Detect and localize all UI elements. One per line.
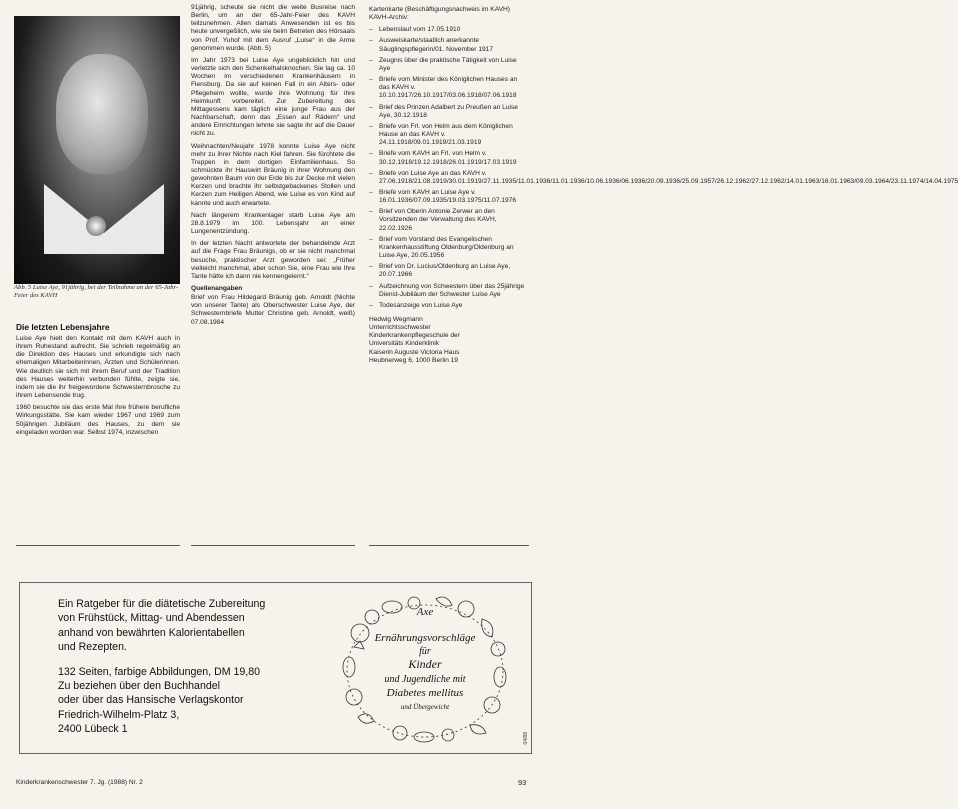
signature-line: Heubnerweg 6, 1000 Berlin 19 — [369, 356, 459, 364]
ad-line: anhand von bewährten Kalorientabellen — [58, 626, 245, 639]
archive-list — [369, 26, 958, 310]
book-cover-illustration — [340, 593, 510, 743]
ad-price: 132 Seiten, farbige Abbildungen, DM 19,80 — [58, 665, 261, 678]
paragraph: In der letzten Nacht antwortete der behandelnde Arzt auf die Frage Frau Bräunigs, ob er sie nicht manchmal besuche, praktischer Arzt geworden sei: „Früher vielleicht manchmal, aber schon Sie, eine Frau wie Ihre Tante hätte ich dann nie kennengelernt.“ — [191, 240, 355, 280]
author-signature — [369, 316, 529, 365]
column-divider — [191, 545, 355, 546]
paragraph: Im Jahr 1973 bei Luise Aye ungeblicklich hin und verletzte sich den Schenkelhalsknochen. Sie lag ca. 10 Wochen im verschiedenen Krankenhäusern in Flensburg. Da sie auf keinen Fall in ein Alters- oder Pflegeheim wollte, wurde ihre Wohnung für ihre Heimkunft vorbereitet. Zur Zubereitung des Mittagessens kam täglich eine junge Frau aus der Nachbarschaft, denn das „Essen auf Rädern“ und andere Einrichtungen lehnte sie sagte ihr auf die Dauer nicht zu. — [191, 56, 355, 138]
ad-text — [58, 597, 328, 737]
list-item: – Brief des Prinzen Adalbert zu Preußen an Luise Aye, 30.12.1918 — [369, 104, 529, 120]
section-heading: Die letzten Lebensjahre — [16, 322, 110, 332]
paragraph: Luise Aye hielt den Kontakt mit dem KAVH auch in ihrem Ruhestand aufrecht. Sie schrieb regelmäßig an die Direktion des Hauses und erkundigte sich nach ehemaligen Mitarbeiterinnen, Ärzten und Schülerinnen. Wie deutlich sie sich mit ihrem Beruf und der Tradition des Hauses weiterhin verbunden fühlte, zeigte sie, indem sie die ihr freigewordene Schwesternbrosche zu ihrem Lebensende trug. — [16, 335, 180, 400]
list-item: – Briefe vom KAVH an Frl. von Helm v. 30.12.1918/19.12.1918/26.01.1919/17.03.1919 — [369, 150, 529, 166]
cover-title-line: Diabetes mellitus — [386, 687, 464, 699]
list-item: – Briefe von Frl. von Helm aus dem Königlichen Hause an das KAVH v. 24.11.1918/09.01.1919/21.03.1919 — [369, 123, 529, 147]
column-3 — [369, 6, 958, 365]
paragraph: Nach längerem Krankenlager starb Luise Aye am 28.8.1979 im 100. Lebensjahr an einer Lungenentzündung. — [191, 211, 355, 236]
list-item: – Brief von Dr. Lucius/Oldenburg an Luise Aye, 20.07.1966 — [369, 263, 529, 279]
list-item: – Brief von Oberin Antonie Zerwer an den Vorsitzenden der Verwaltung des KAVH, 22.02.1926 — [369, 208, 529, 232]
ad-code: 04/88 — [523, 732, 529, 745]
ad-line: und Rezepten. — [58, 641, 127, 654]
ad-order-line: Friedrich-Wilhelm-Platz 3, — [58, 708, 180, 721]
column-divider — [369, 545, 529, 546]
cover-emblem: Axe — [416, 606, 434, 618]
paragraph: 1960 besuchte sie das erste Mal ihre frühere berufliche Wirkungsstätte. Sie kam wieder 1967 und 1969 zum 50jährigen Jubiläum des Hauses, zu dem sie eingeladen worden war. Selbst 1974, inzwischen — [16, 404, 180, 436]
sources-text: Brief von Frau Hildegard Bräunig geb. Arnoldt (Nichte von unserer Tante) als Oberschwester Luise Aye, der Schwesternbriefe Mutter Christine geb. Arnoldt, weiß) 07.08.1984 — [191, 294, 355, 326]
list-item: – Briefe von Luise Aye an das KAVH v. 27.06.1918/21.08.1919/30.01.1919/27.11.1935/11.01.1936/11.01.1936/10.06.1936/06.1936/20.09.1936/25.09.1957/26.12.1962/27.12.1962/14.01.1963/16.01.1963/09.03.1964/23.11.1974/14.04.1975 — [369, 170, 529, 186]
portrait-photo — [14, 16, 180, 284]
photo-caption: Abb. 5 Luise Aye, 91jährig, bei der Teilnahme an der 65-Jahr-Feier des KAVH — [14, 284, 179, 299]
list-item: – Briefe vom Minister des Königlichen Hauses an das KAVH v. 10.10.1917/26.10.1917/03.06.1918/07.06.1918 — [369, 76, 529, 100]
paragraph: 91jährig, scheute sie nicht die weite Busreise nach Berlin, um an der 65-Jahr-Feier des KAVH teilzunehmen. Allen damals Anwesenden ist es bis heute unvergeßlich, wie sie beim Betreten des Hörsaals von Prof. Yuhof mit dem Ausruf „Luise“ in die Arme genommen wurde. (Abb. 5) — [191, 4, 355, 52]
cover-title-line: und Übergewicht — [400, 703, 450, 711]
ad-line: von Frühstück, Mittag- und Abendessen — [58, 612, 245, 625]
list-item: – Brief vom Vorstand des Evangelischen Krankenhausstiftung Oldenburg/Oldenburg an Luise Aye, 20.05.1956 — [369, 236, 529, 260]
column-divider — [16, 545, 180, 546]
ad-order-line: oder über das Hansische Verlagskontor — [58, 694, 244, 707]
list-item: – Ausweiskarte/staatlich anerkannte Säuglingspflegerin/01. November 1917 — [369, 37, 529, 53]
column-2 — [191, 4, 355, 331]
list-item: – Briefe vom KAVH an Luise Aye v. 16.01.1936/07.09.1935/19.03.1975/11.07.1976 — [369, 189, 529, 205]
ad-order-line: Zu beziehen über den Buchhandel — [58, 680, 220, 693]
signature-line: Unterrichtsschwester — [369, 324, 431, 332]
signature-line: Hedwig Wegmann — [369, 316, 423, 323]
cover-title-line: Ernährungsvorschläge — [374, 632, 476, 644]
signature-line: Kinderkrankenpflegeschule der — [369, 332, 460, 340]
paragraph: Weihnachten/Neujahr 1978 konnte Luise Aye nicht mehr zu ihrer Nichte nach Kiel fahren. Sie fürchtete die Treppen in dem dortigen Einfamilienhaus. So schmückte ihr Hauswirt Bräunig in ihrer Wohnung den gewohnten Baum von der Erde bis zur Decke mit vielen Kerzen und brachte ihr selbstgebackenes Stollen und Kerzen zum Heiligen Abend, wie Luise es von Kind auf kannte und auch erwartete. — [191, 142, 355, 207]
cover-title-line: und Jugendliche mit — [384, 674, 466, 685]
ad-order-line: 2400 Lübeck 1 — [58, 723, 128, 736]
ad-line: Ein Ratgeber für die diätetische Zubereitung — [58, 598, 266, 610]
book-advertisement — [19, 582, 532, 754]
archive-intro: Kartenkarte (Beschäftigungsnachweis im KAVH) KAVH-Archiv: — [369, 6, 510, 22]
sources-heading: Quellenangaben — [191, 285, 243, 292]
list-item: – Todesanzeige von Luise Aye — [369, 302, 529, 310]
nurse-brooch — [86, 216, 106, 236]
list-item: – Aufzeichnung von Schwestern über das 25jährige Dienst-Jubiläum der Schwester Luise Aye — [369, 283, 529, 299]
cover-title-line: für — [419, 646, 431, 657]
list-item: – Lebenslauf vom 17.05.1910 — [369, 26, 529, 34]
signature-line: Universitäts Kinderklinik — [369, 340, 439, 348]
cover-title-line: Kinder — [408, 657, 442, 671]
portrait-face — [56, 54, 148, 174]
journal-footer: Kinderkrankenschwester 7. Jg. (1988) Nr. 2 — [16, 779, 143, 786]
page-number: 93 — [518, 778, 527, 787]
signature-line: Kaiserin Auguste Victoria Haus — [369, 348, 460, 356]
column-1 — [16, 322, 180, 441]
list-item: – Zeugnis über die praktische Tätigkeit von Luise Aye — [369, 57, 529, 73]
